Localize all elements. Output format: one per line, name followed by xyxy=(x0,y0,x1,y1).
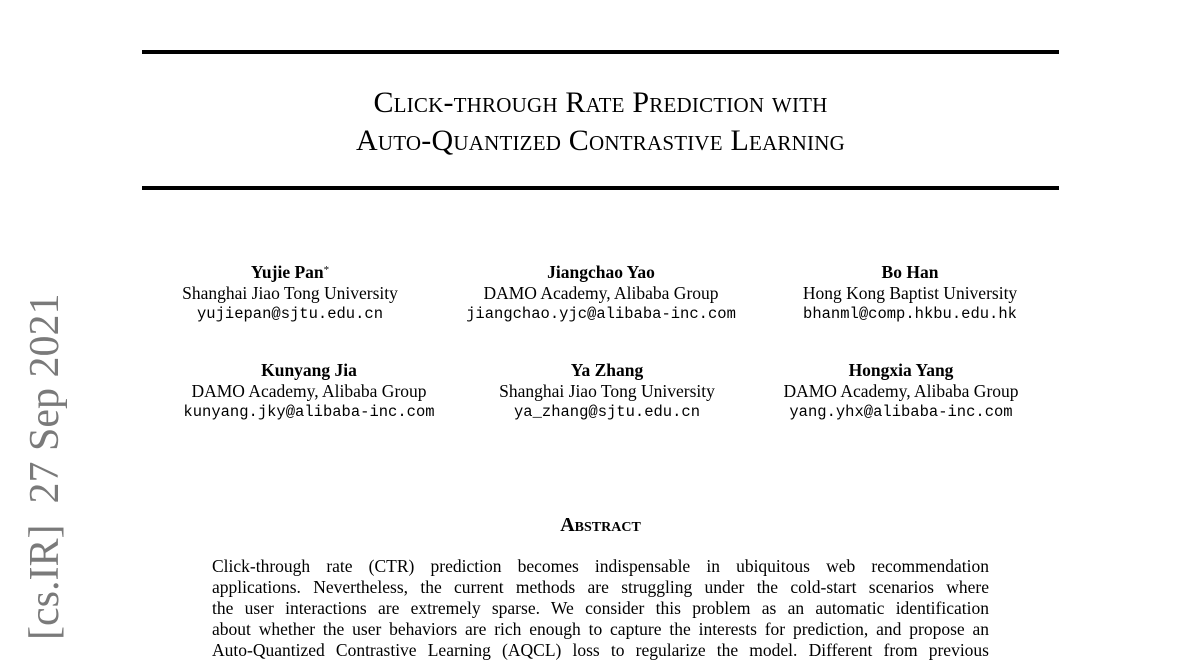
author-affiliation: Shanghai Jiao Tong University xyxy=(499,381,715,401)
arxiv-stamp xyxy=(20,294,70,640)
author-block xyxy=(484,360,730,423)
author-email: bhanml@comp.hkbu.edu.hk xyxy=(803,305,1017,323)
author-name: Bo Han xyxy=(881,262,939,282)
author-name: Jiangchao Yao xyxy=(547,262,655,282)
author-name: Hongxia Yang xyxy=(848,360,954,380)
author-block xyxy=(450,262,752,325)
bottom-rule xyxy=(142,186,1059,190)
author-block xyxy=(790,262,1030,325)
author-affiliation: Shanghai Jiao Tong University xyxy=(182,283,398,303)
author-block xyxy=(766,360,1036,423)
author-email: yujiepan@sjtu.edu.cn xyxy=(196,305,384,323)
author-affiliation: DAMO Academy, Alibaba Group xyxy=(783,381,1019,401)
arxiv-category: [cs.IR] xyxy=(22,524,68,640)
author-email: yang.yhx@alibaba-inc.com xyxy=(789,403,1013,421)
author-email: jiangchao.yjc@alibaba-inc.com xyxy=(466,305,736,323)
author-affiliation: DAMO Academy, Alibaba Group xyxy=(483,283,719,303)
abstract-line: applications. Nevertheless, the current methods are struggling under the cold-start scenarios where xyxy=(212,577,989,597)
footnote-mark: * xyxy=(323,264,330,276)
abstract-heading: Abstract xyxy=(560,514,641,536)
paper-title xyxy=(142,84,1059,160)
author-affiliation: DAMO Academy, Alibaba Group xyxy=(191,381,427,401)
abstract-line: the user interactions are extremely sparse. We consider this problem as an automatic identification xyxy=(212,598,989,618)
author-name: Ya Zhang xyxy=(570,360,644,380)
author-email: ya_zhang@sjtu.edu.cn xyxy=(513,403,701,421)
top-rule xyxy=(142,50,1059,54)
arxiv-date: 27 Sep 2021 xyxy=(22,293,68,504)
author-name: Kunyang Jia xyxy=(261,360,357,380)
title-line-2: Auto-Quantized Contrastive Learning xyxy=(356,124,845,157)
author-email: kunyang.jky@alibaba-inc.com xyxy=(183,403,435,421)
author-affiliation: Hong Kong Baptist University xyxy=(802,283,1018,303)
author-name: Yujie Pan* xyxy=(250,262,330,282)
author-block xyxy=(170,262,410,325)
abstract-body xyxy=(212,556,989,661)
abstract-line: about whether the user behaviors are rich enough to capture the interests for prediction, and propose an xyxy=(212,619,989,639)
title-line-1: Click-through Rate Prediction with xyxy=(373,86,828,119)
abstract-line: Auto-Quantized Contrastive Learning (AQCL) loss to regularize the model. Different from previous xyxy=(212,640,989,660)
abstract-line: Click-through rate (CTR) prediction becomes indispensable in ubiquitous web recommendation xyxy=(212,556,989,576)
author-block xyxy=(168,360,450,423)
